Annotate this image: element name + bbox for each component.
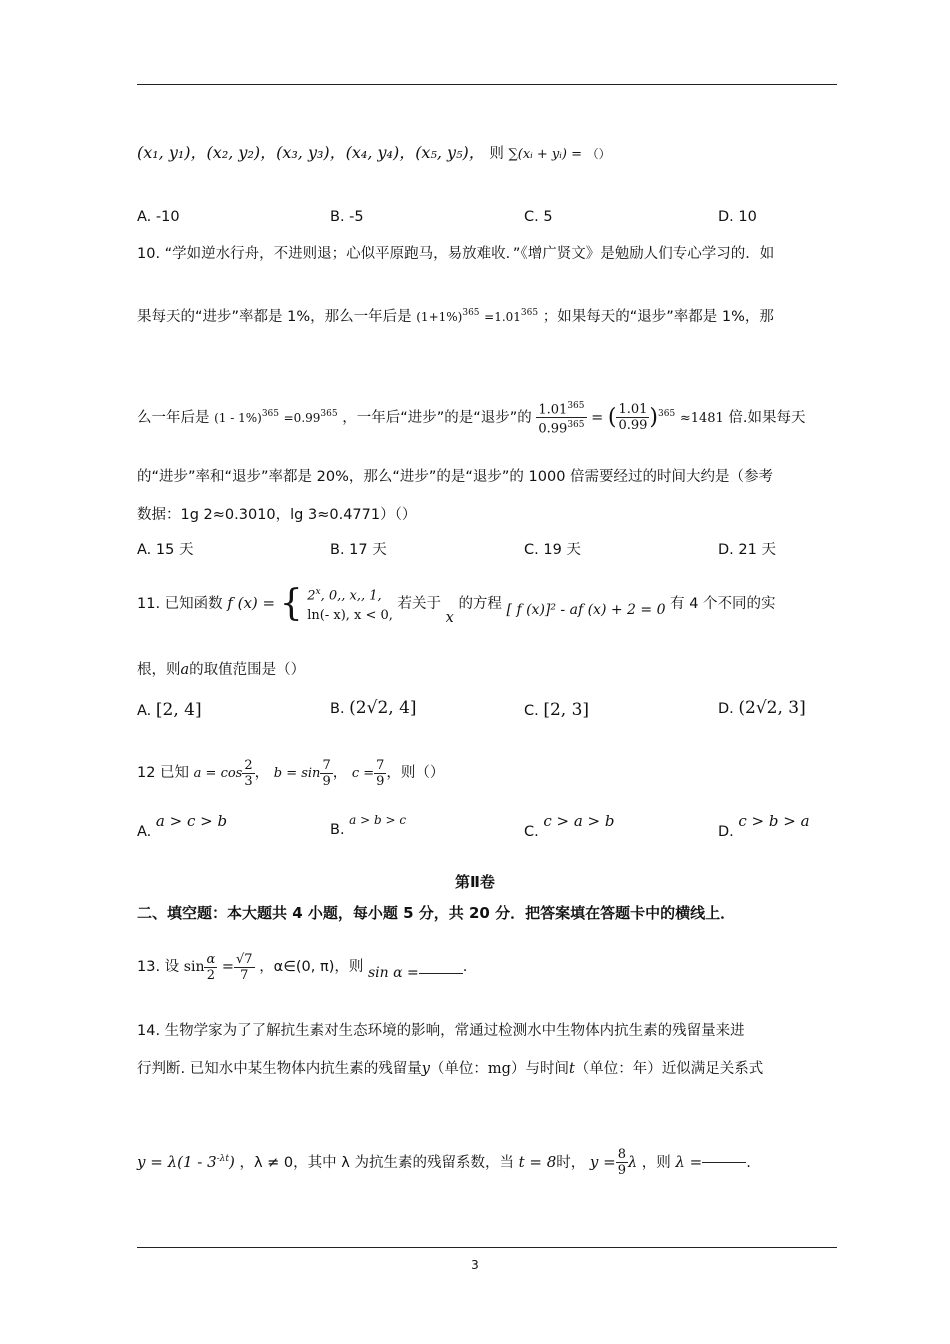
q11-a: a bbox=[180, 662, 190, 678]
q12-tail: ，则（） bbox=[386, 765, 445, 781]
q10-expr4: =0.99 bbox=[283, 410, 321, 425]
q10-exp2: 365 bbox=[520, 308, 539, 318]
q11-fx: f (x) = bbox=[227, 594, 276, 612]
q10-line5: 数据：1g 2≈0.3010，lg 3≈0.4771）（） bbox=[137, 507, 417, 523]
q12-option-b: B. a > b > c bbox=[330, 813, 407, 838]
q10-option-c: C. 19 天 bbox=[524, 542, 581, 558]
q11-option-d: D. (2√2, 3] bbox=[718, 698, 806, 718]
q10-line2 bbox=[137, 303, 774, 327]
q9-points: (x₁, y₁)，(x₂, y₂)，(x₃, y₃)，(x₄, y₄)，(x₅, y₅)， bbox=[137, 143, 485, 162]
q11-option-b: B. (2√2, 4] bbox=[330, 698, 417, 718]
q12-option-d: D. c > b > a bbox=[718, 812, 810, 840]
q12-a: a = cos bbox=[193, 766, 243, 781]
q12-stem: 12 已知 a = cos $\frac{2}{3}$ ， b = sin $\frac{7}{9}$ ， c = $\frac{7}{9}$ ，则（） bbox=[137, 757, 445, 789]
q11-stem: 11. 已知函数 f (x) = { 2$^x$, 0,, x,, 1, ln(- x), x < 0, 若关于 x 的方程 [ f (x)]² - af (x) + 2 = 0 有 4 个不同的实 bbox=[137, 583, 776, 626]
q11-line2c: 的取值范围是（） bbox=[189, 662, 306, 678]
q13-lead: 13. 设 bbox=[137, 959, 180, 975]
q10-option-b: B. 17 天 bbox=[330, 542, 387, 558]
q13-ask: sin α = bbox=[367, 965, 419, 981]
q10-line1: 10. “学如逆水行舟，不进则退；心似平原跑马，易放难收．”《增广贤文》是勉励人们专心学习的．如 bbox=[137, 246, 775, 262]
q9-option-c: C. 5 bbox=[524, 209, 553, 225]
q10-line3: 么一年后是 $(1 - 1\%)^{365} =0.99^{365}$ ，一年后“进步”的是“退步”的 $\frac{1.01^{365}}{0.99^{365}}$ = ( $\frac{1.01}{0.99}$ )$^{365}$ ≈1481 倍.如果每天 bbox=[137, 401, 806, 437]
q10-exp4: 365 bbox=[320, 409, 338, 419]
q10-line4: 的“进步”率和“退步”率都是 20%，那么“进步”的是“退步”的 1000 倍需要经过的时间大约是（参考 bbox=[137, 469, 774, 485]
q12-c: c = bbox=[351, 766, 375, 781]
section-title: 第Ⅱ卷 bbox=[455, 873, 495, 891]
q14-line2: 行判断. 已知水中某生物体内抗生素的残留量y（单位：mg）与时间t（单位：年）近似满足关系式 bbox=[137, 1061, 764, 1077]
q9-sum: ∑(xᵢ + yᵢ) = bbox=[508, 147, 582, 162]
q10-approx: ≈1481 bbox=[679, 410, 724, 426]
q12-option-c: C. c > a > b bbox=[524, 812, 615, 840]
q13-stem: 13. 设 sin $\frac{\alpha}{2}$ = $\frac{√7}{7}$ ，α∈(0, π)，则 sin α = . bbox=[137, 951, 468, 983]
q12-b: b = sin bbox=[273, 766, 321, 781]
q14-line1: 14. 生物学家为了了解抗生素对生态环境的影响，常通过检测水中生物体内抗生素的残留量来进 bbox=[137, 1023, 745, 1039]
q14-line3: $y = \lambda(1 - 3^{-\lambda t})$ ，λ ≠ 0，其中 λ 为抗生素的残留系数，当 t = 8时， y = $\frac{8}{9}$ λ ，则 λ = . bbox=[137, 1147, 751, 1179]
q13-cond: ，α∈(0, π)，则 bbox=[259, 959, 364, 975]
footer-rule bbox=[137, 1247, 837, 1248]
q11-option-c: C. [2, 3] bbox=[524, 700, 590, 720]
q10-expr2: =1.01 bbox=[484, 309, 521, 324]
section-heading: 二、填空题：本大题共 4 小题，每小题 5 分，共 20 分．把答案填在答题卡中的横线上． bbox=[137, 904, 736, 922]
q10-option-a: A. 15 天 bbox=[137, 542, 194, 558]
q9-stem bbox=[137, 143, 611, 165]
header-rule bbox=[137, 84, 837, 85]
q10-exp5: 365 bbox=[658, 409, 676, 419]
q13-blank bbox=[419, 973, 463, 974]
q9-paren: （） bbox=[586, 147, 611, 161]
q11-mid2: 的方程 bbox=[458, 596, 502, 612]
q12-lead: 12 已知 bbox=[137, 765, 190, 781]
q10-line2d: ；如果每天的“退步”率都是 1%，那 bbox=[542, 308, 774, 325]
q9-ze: 则 bbox=[489, 146, 504, 162]
q11-line2a: 根，则 bbox=[137, 662, 181, 678]
q11-mid: 若关于 bbox=[397, 596, 442, 612]
q9-option-b: B. -5 bbox=[330, 209, 364, 225]
q10-expr3: (1 - 1%) bbox=[214, 410, 262, 425]
q11-tail: 有 4 个不同的实 bbox=[670, 596, 776, 612]
q9-option-a: A. -10 bbox=[137, 209, 180, 225]
q9-option-d: D. 10 bbox=[718, 209, 757, 225]
q10-line3f: 倍.如果每天 bbox=[728, 409, 806, 426]
q10-frac1: $\frac{1.01^{365}}{0.99^{365}}$ bbox=[538, 401, 585, 437]
q10-expr1: (1+1%) bbox=[416, 309, 463, 324]
q10-line3a: 么一年后是 bbox=[137, 409, 210, 426]
q10-exp1: 365 bbox=[462, 308, 480, 318]
q10-frac2: $\frac{1.01}{0.99}$ bbox=[618, 402, 648, 434]
q11-eq: [ f (x)]² - af (x) + 2 = 0 bbox=[506, 602, 666, 618]
q11-cases: 2$^x$, 0,, x,, 1, ln(- x), x < 0, bbox=[307, 586, 393, 624]
q14-blank bbox=[702, 1162, 746, 1163]
q12-option-a: A. a > c > b bbox=[137, 812, 228, 840]
q11-option-a: A. [2, 4] bbox=[137, 700, 202, 720]
q11-line2 bbox=[137, 660, 305, 680]
q10-option-d: D. 21 天 bbox=[718, 542, 776, 558]
q11-lead: 11. 已知函数 bbox=[137, 596, 223, 612]
q10-exp3: 365 bbox=[261, 409, 280, 419]
q10-line2a: 果每天的“进步”率都是 1%，那么一年后是 bbox=[137, 308, 412, 325]
q10-line3d: ，一年后“进步”的是“退步”的 bbox=[342, 409, 532, 426]
q11-var: x bbox=[445, 610, 454, 626]
page-number: 3 bbox=[471, 1258, 479, 1272]
